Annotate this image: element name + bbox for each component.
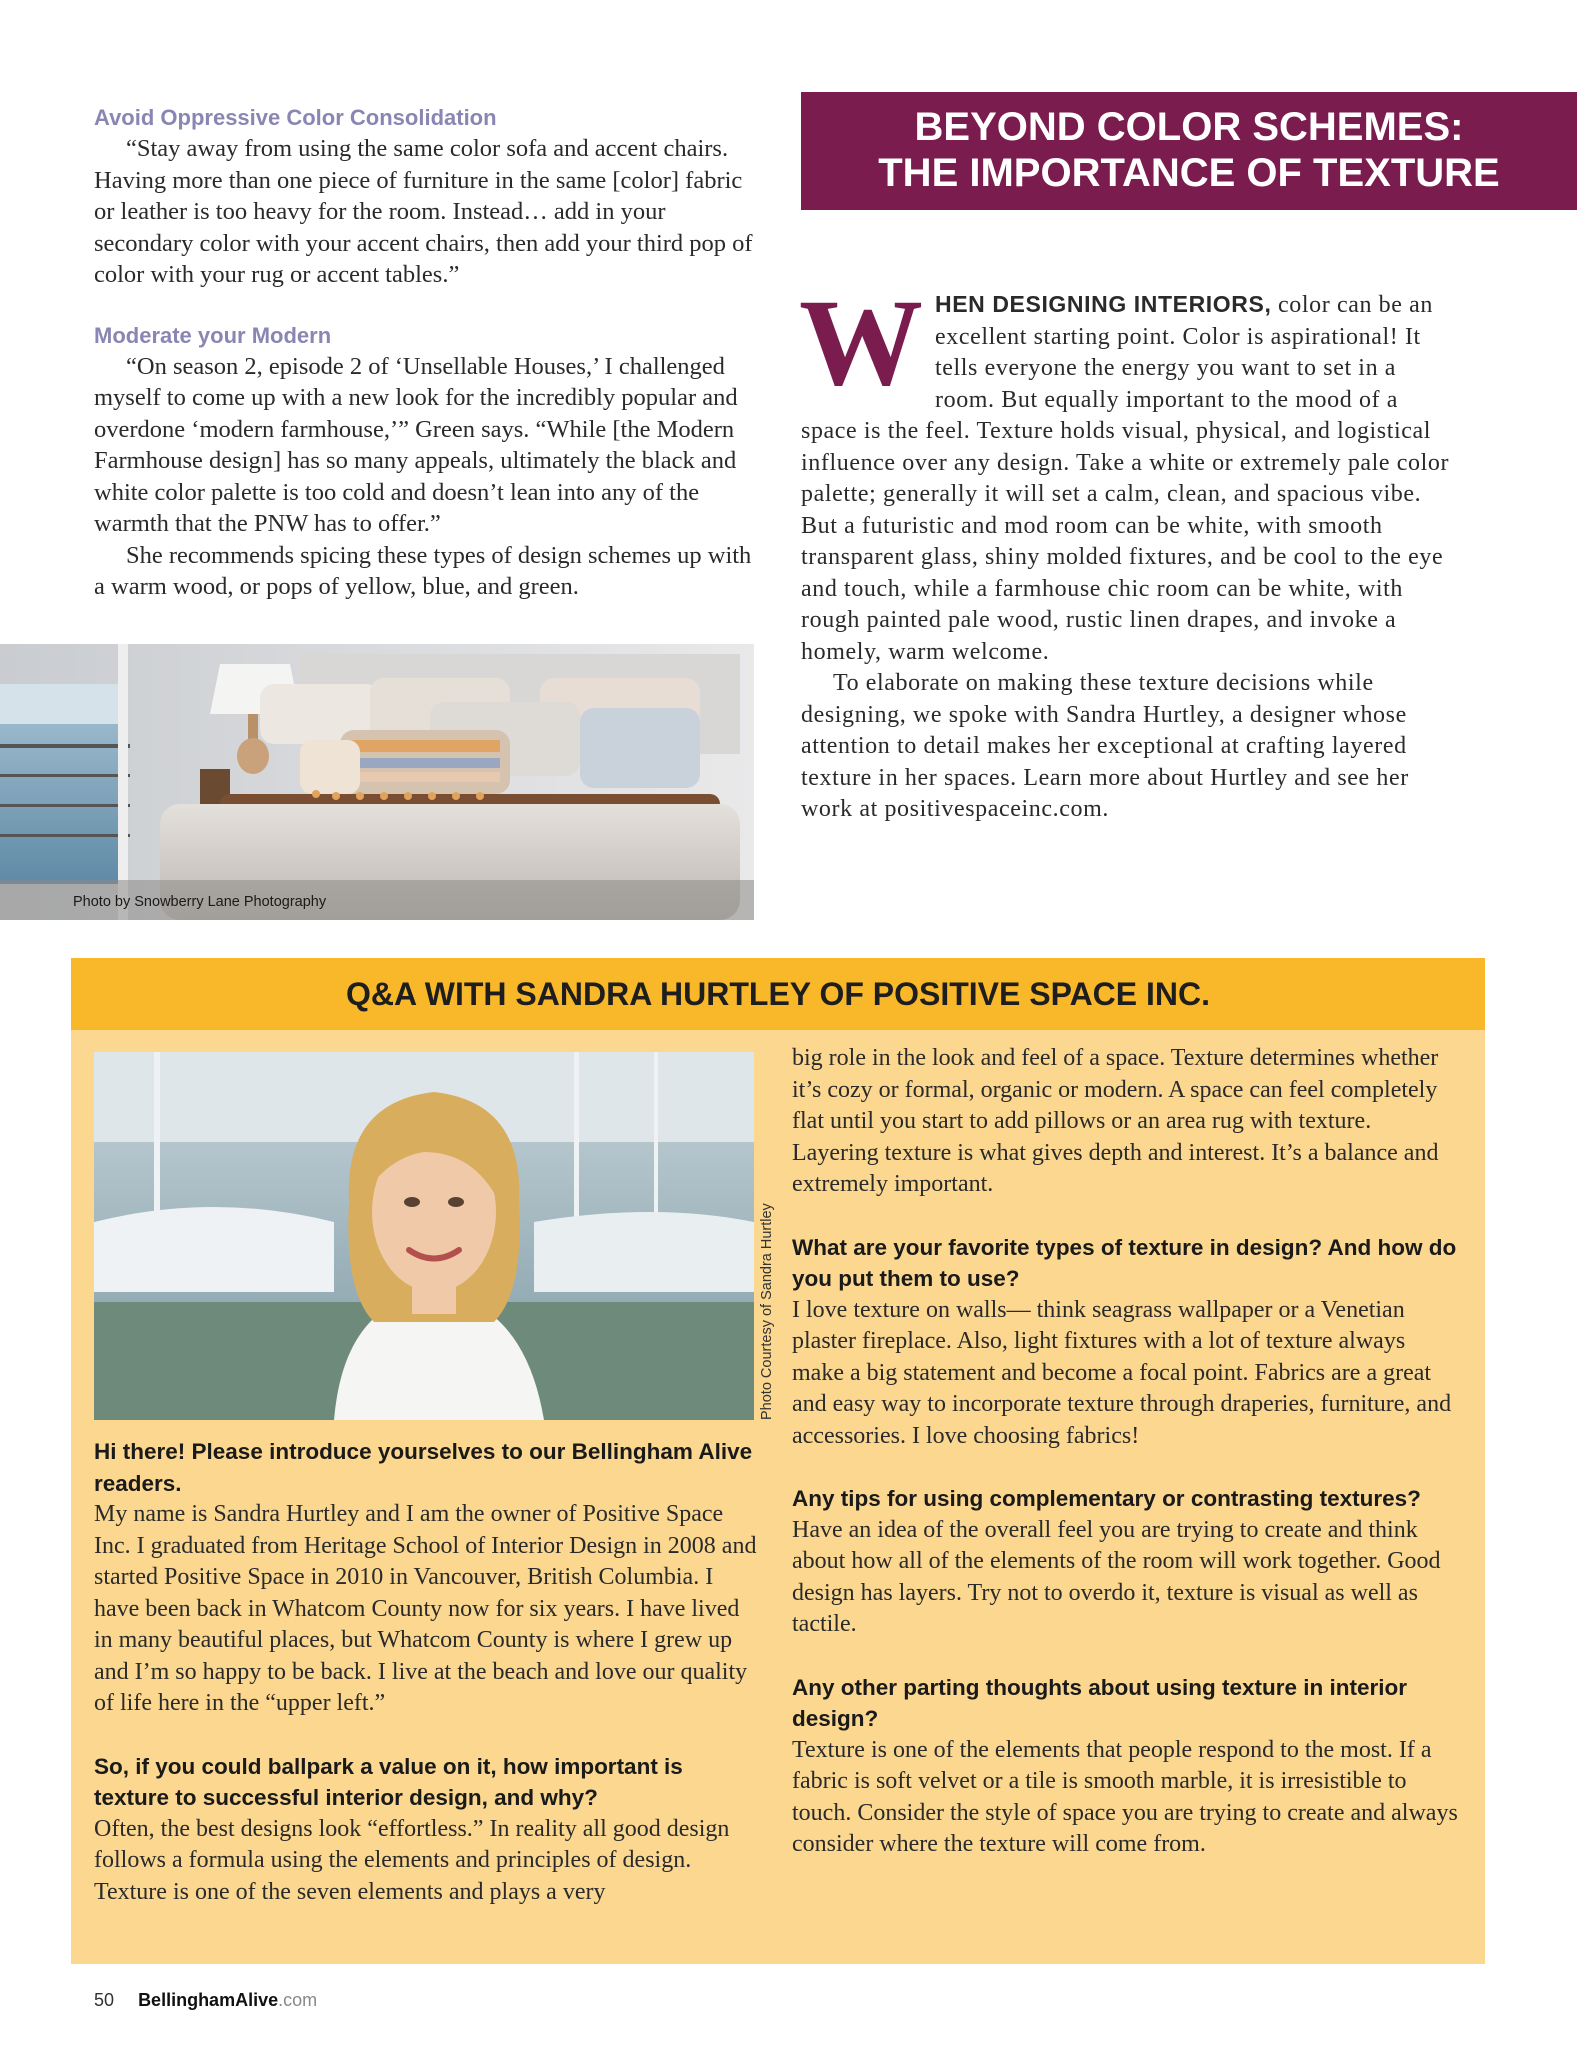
spacer: [94, 1720, 762, 1751]
bedroom-photo-caption: Photo by Snowberry Lane Photography: [73, 894, 327, 910]
banner-line-1: BEYOND COLOR SCHEMES:: [914, 105, 1464, 149]
answer-contrasting-textures: Have an idea of the overall feel you are trying to create and think about how all of the elements of the room will work together. Good design has layers. Try not to overdo it, texture is visual as well as tactile.: [792, 1516, 1441, 1637]
question-intro: Hi there! Please introduce yourselves to our Bellingham Alive readers.: [94, 1439, 753, 1496]
answer-favorite-textures: I love texture on walls— think seagrass wallpaper or a Venetian plaster fireplace. Also, light fixtures with a lot of texture always make a big statement and become a focal point. Fabrics are a great and easy way to incorporate texture through draperies, furniture, and accessories. I love choosing fabrics!: [792, 1296, 1452, 1449]
page-footer: [94, 1990, 317, 2011]
spacer: [94, 291, 754, 321]
section-heading-color-consolidation: Avoid Oppressive Color Consolidation: [94, 105, 497, 130]
portrait-illustration: [94, 1052, 754, 1420]
bedroom-illustration: [0, 644, 754, 920]
spacer: [792, 1641, 1460, 1672]
left-column: [94, 103, 754, 603]
feature-intro: [799, 274, 1457, 826]
portrait-photo: [94, 1052, 754, 1420]
question-contrasting-textures: Any tips for using complementary or contrasting textures?: [792, 1486, 1421, 1511]
qa-left-column: [94, 1436, 762, 1908]
section-paragraph: “Stay away from using the same color sofa and accent chairs. Having more than one piece of furniture in the same [color] fabric or leather is too heavy for the room. Instead… add in your secondary color with your accent chairs, then add your third pop of color with your rug or accent tables.”: [94, 135, 753, 288]
intro-paragraph-text: color can be an excellent starting point. Color is aspirational! It tells everyone the energy you want to set in a room. But equally important to the mood of a space is the feel. Texture holds visual, physical, and logistical influence over any design. Take a white or extremely pale color palette; generally it will set a calm, clean, and spacious vibe. But a futuristic and mod room can be white, with smooth transparent glass, shiny molded fixtures, and be cool to the eye and touch, while a farmhouse chic room can be white, with rough painted pale wood, rustic linen drapes, and invoke a homely, warm welcome.: [801, 292, 1450, 665]
portrait-photo-caption: Photo Courtesy of Sandra Hurtley: [759, 1203, 775, 1420]
page-number: 50: [94, 1990, 115, 2010]
spacer: [792, 1201, 1460, 1232]
lead-in: HEN DESIGNING INTERIORS,: [935, 291, 1272, 317]
answer-intro: My name is Sandra Hurtley and I am the owner of Positive Space Inc. I graduated from Heritage School of Interior Design in 2008 and started Positive Space in 2010 in Vancouver, British Columbia. I have been back in Whatcom County now for six years. I have lived in many beautiful places, but Whatcom County is where I grew up and I’m so happy to be back. I live at the beach and love our quality of life here in the “upper left.”: [94, 1501, 757, 1716]
section-paragraph: She recommends spicing these types of design schemes up with a warm wood, or pops of yellow, blue, and green.: [94, 541, 752, 600]
answer-parting-thoughts: Texture is one of the elements that people respond to the most. If a fabric is soft velvet or a tile is smooth marble, it is irresistible to touch. Consider the style of space you are trying to create and always consider where the texture will come from.: [792, 1736, 1458, 1857]
answer-importance-part-1: Often, the best designs look “effortless.” In reality all good design follows a formula using the elements and principles of design. Texture is one of the seven elements and plays a very: [94, 1815, 730, 1905]
section-heading-moderate-modern: Moderate your Modern: [94, 322, 332, 348]
answer-importance-part-2: big role in the look and feel of a space. Texture determines whether it’s cozy or formal, organic or modern. A space can feel completely flat until you start to add pillows or an area rug with texture. Layering texture is what gives depth and interest. It’s a balance and extremely important.: [792, 1045, 1439, 1197]
drop-cap: W: [799, 274, 923, 411]
footer-brand: BellinghamAlive: [138, 1990, 279, 2010]
footer-domain: .com: [278, 1990, 318, 2010]
qa-header: Q&A WITH SANDRA HURTLEY OF POSITIVE SPACE INC.: [71, 958, 1485, 1030]
feature-banner: [801, 92, 1577, 210]
qa-right-column: [792, 1043, 1460, 1861]
section-paragraph: “On season 2, episode 2 of ‘Unsellable Houses,’ I challenged myself to come up with a new look for the incredibly popular and overdone ‘modern farmhouse,’” Green says. “While [the Modern Farmhouse design] has so many appeals, ultimately the black and white color palette is too cold and doesn’t lean into any of the warmth that the PNW has to offer.”: [94, 352, 738, 537]
question-favorite-textures: What are your favorite types of texture in design? And how do you put them to use?: [792, 1234, 1457, 1291]
intro-paragraph-2: To elaborate on making these texture decisions while designing, we spoke with Sandra Hurtley, a designer whose attention to detail makes her exceptional at crafting layered texture in her spaces. Learn more about Hurtley and see her work at positivespaceinc.com.: [801, 670, 1409, 822]
question-parting-thoughts: Any other parting thoughts about using texture in interior design?: [792, 1674, 1407, 1731]
bedroom-photo: [0, 644, 754, 920]
spacer: [792, 1452, 1460, 1483]
banner-line-2: THE IMPORTANCE OF TEXTURE: [878, 151, 1500, 195]
question-importance: So, if you could ballpark a value on it, how important is texture to successful interior design, and why?: [94, 1753, 683, 1810]
